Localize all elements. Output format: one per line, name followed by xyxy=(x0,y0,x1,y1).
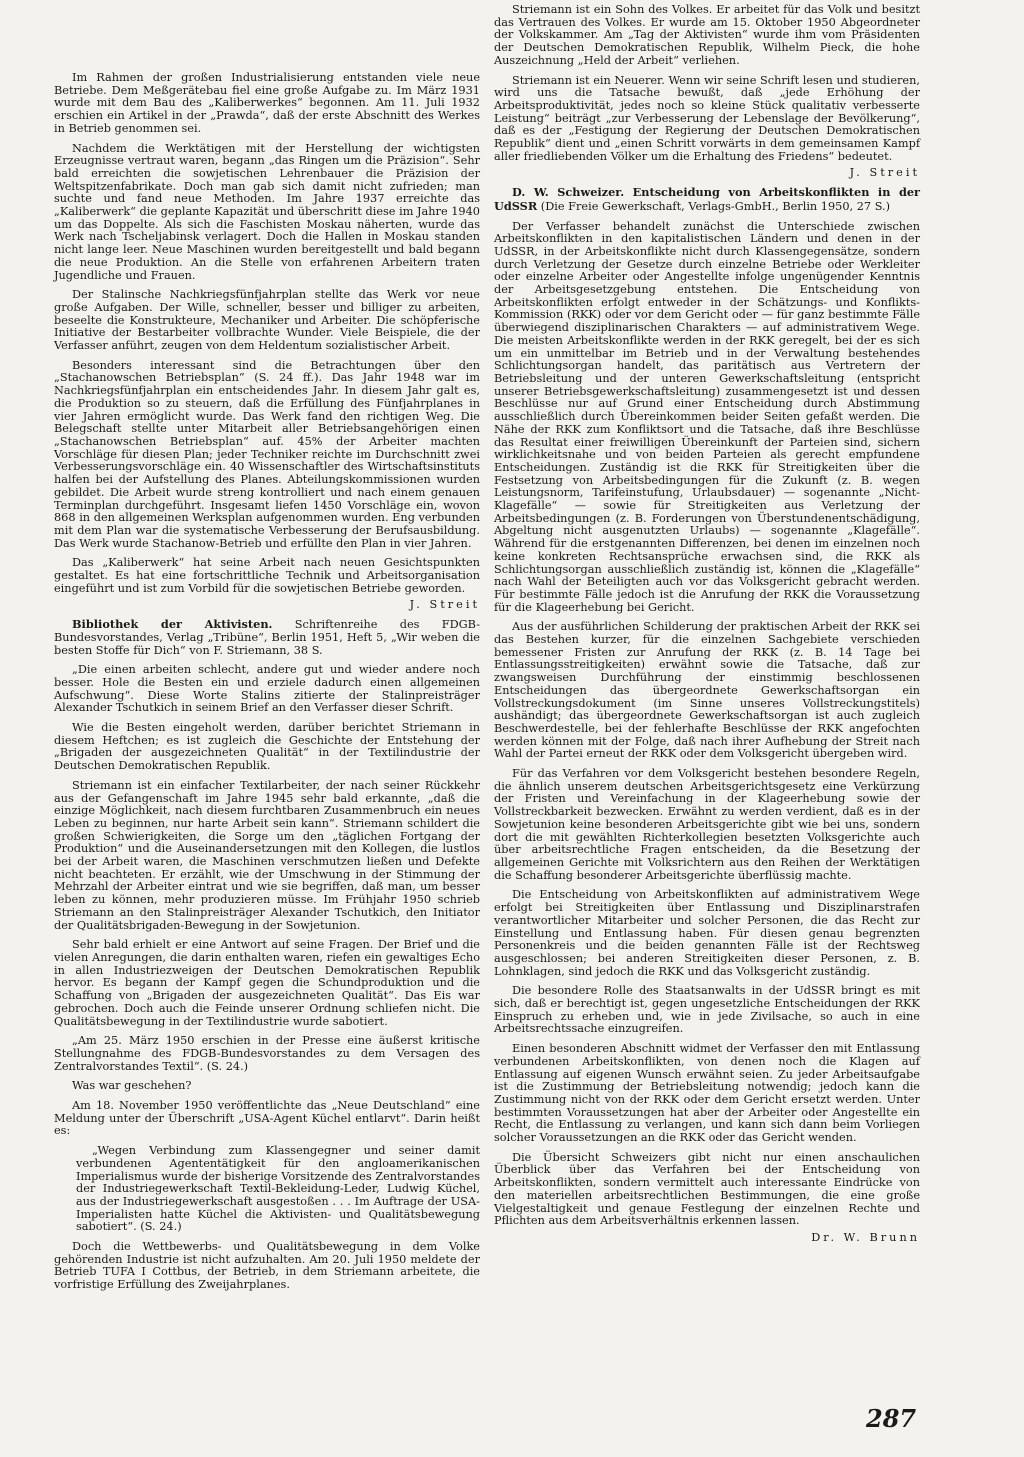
paragraph: Die Entscheidung von Arbeitskonflikten auf administrativem Wege erfolgt bei Streitigkeiten über Entlassung und Disziplinarstrafen verantwortlicher Mitarbeiter und solcher Personen, die das Recht zur Einstellung und Entlassung haben. Für diesen genau begrenzten Personenkreis und die beiden genannten Fälle ist der Rechtsweg ausgeschlossen; bei anderen Streitigkeiten dieser Personen, z. B. Lohnklagen, sind jedoch die RKK und das Volksgericht zuständig. xyxy=(494,888,920,978)
paragraph: Für das Verfahren vor dem Volksgericht bestehen besondere Regeln, die ähnlich unserem deutschen Arbeitsgerichtsgesetz eine Verkürzung der Fristen und Vereinfachung in der Klageerhebung sowie der Vollstreckbarkeit bezwecken. Erwähnt zu werden verdient, daß es in der Sowjetunion keine besonderen Arbeitsgerichte gibt wie bei uns, sondern dort die mit gewählten Richterkollegien besetzten Volksgerichte auch über arbeitsrechtliche Fragen entscheiden, da die Besetzung der allgemeinen Gerichte mit Volksrichtern aus den Reihen der Werktätigen die Schaffung besonderer Arbeitsgerichte überflüssig machte. xyxy=(494,767,920,882)
review-title: Bibliothek der Aktivisten. xyxy=(72,617,273,632)
paragraph: Die besondere Rolle des Staatsanwalts in der UdSSR bringt es mit sich, daß er berechtigt ist, gegen ungesetzliche Entscheidungen der RKK Einspruch zu erheben und, wie in jede Zivilsache, so auch in eine Arbeitsrechtssache einzugreifen. xyxy=(494,984,920,1036)
paragraph: Doch die Wettbewerbs- und Qualitätsbewegung in dem Volke gehörenden Industrie ist nicht aufzuhalten. Am 20. Juli 1950 meldete der Betrieb TUFA I Cottbus, der Betrieb, in dem Striemann arbeitete, die vorfristige Erfüllung des Zweijahrplanes. xyxy=(54,1240,480,1292)
paragraph: Striemann ist ein Sohn des Volkes. Er arbeitet für das Volk und besitzt das Vertrauen des Volkes. Er wurde am 15. Oktober 1950 Abgeordneter der Volkskammer. Am „Tag der Aktivisten“ wurde ihm vom Präsidenten der Deutschen Demokratischen Republik, Wilhelm Pieck, die hohe Auszeichnung „Held der Arbeit“ verliehen. xyxy=(494,3,920,67)
review-publication-info: (Die Freie Gewerkschaft, Verlags-GmbH., Berlin 1950, 27 S.) xyxy=(537,199,891,213)
right-column xyxy=(494,4,920,1251)
paragraph: Im Rahmen der großen Industrialisierung entstanden viele neue Betriebe. Dem Meßgerätebau fiel eine große Aufgabe zu. Im März 1931 wurde mit dem Bau des „Kaliberwerkes“ begonnen. Am 11. Juli 1932 erschien ein Artikel in der „Prawda“, daß der erste Abschnitt des Werkes in Betrieb genommen sei. xyxy=(54,71,480,135)
paragraph: Striemann ist ein Neuerer. Wenn wir seine Schrift lesen und studieren, wird uns die Tatsache bewußt, daß „jede Erhöhung der Arbeitsproduktivität, jedes noch so kleine Stück qualitativ verbesserte Leistung“ beiträgt „zur Verbesserung der Lebenslage der Bevölkerung“, daß es der „Festigung der Regierung der Deutschen Demokratischen Republik“ dient und „einen Schritt vorwärts in dem gemeinsamen Kampf aller friedliebenden Völker um die Erhaltung des Friedens“ bedeutet. xyxy=(494,73,920,163)
paragraph: Nachdem die Werktätigen mit der Herstellung der wichtigsten Erzeugnisse vertraut waren, begann „das Ringen um die Präzision“. Sehr bald erreichten die sowjetischen Lehrenbauer die Präzision der Weltspitzenfabrikate. Doch man gab sich damit nicht zufrieden; man suchte und fand neue Methoden. Im Jahre 1937 erreichte das „Kaliberwerk“ die geplante Kapazität und überschritt diese im Jahre 1940 um das Doppelte. Als sich die Faschisten Moskau näherten, wurde das Werk nach Tscheljabinsk verlagert. Doch die Hallen in Moskau standen nicht lange leer. Neue Maschinen wurden bereitgestellt und bald begann die neue Produktion. An die Stelle von erfahrenen Arbeitern traten Jugendliche und Frauen. xyxy=(54,141,480,282)
paragraph: Sehr bald erhielt er eine Antwort auf seine Fragen. Der Brief und die vielen Anregungen, die darin enthalten waren, riefen ein gewaltiges Echo in allen Industriezweigen der Deutschen Demokratischen Republik hervor. Es begann der Kampf gegen die Schundproduktion und die Schaffung von „Brigaden der ausgezeichneten Qualität“. Das Eis war gebrochen. Doch auch die Feinde unserer Ordnung schliefen nicht. Die Qualitätsbewegung in der Textilindustrie wurde sabotiert. xyxy=(54,938,480,1028)
paragraph: Die Übersicht Schweizers gibt nicht nur einen anschaulichen Überblick über das Verfahren bei der Entscheidung von Arbeitskonflikten, sondern vermittelt auch interessante Eindrücke von den materiellen arbeitsrechtlichen Bestimmungen, die eine große Vielgestaltigkeit und genaue Festlegung der einzelnen Rechte und Pflichten aus dem Arbeitsverhältnis erkennen lassen. xyxy=(494,1150,920,1228)
signature: Dr. W. Brunn xyxy=(811,1230,920,1244)
paragraph: Der Verfasser behandelt zunächst die Unterschiede zwischen Arbeitskonflikten in den kapitalistischen Ländern und denen in der UdSSR, in der Arbeitskonflikte nicht durch Klassengegensätze, sondern durch Verletzung der Gesetze durch einzelne Betriebe oder Werkleiter oder einzelne Arbeiter oder Angestellte infolge ungenügender Kenntnis der Arbeitsgesetzgebung entstehen. Die Entscheidung von Arbeitskonflikten erfolgt entweder in der Schätzungs- und Konflikts-Kommission (RKK) oder vor dem Gericht oder — für ganz bestimmte Fälle überwiegend disziplinarischen Charakters — auf administrativem Wege. Die meisten Arbeitskonflikte werden in der RKK geregelt, bei der es sich um ein unmittelbar im Betrieb und in der Verwaltung bestehendes Schlichtungsorgan handelt, das paritätisch aus Vertretern der Betriebsleitung und der unteren Gewerkschaftsleitung (entspricht unserer Betriebsgewerkschaftsleitung) zusammengesetzt ist und dessen Beschlüsse nur auf Grund einer Entscheidung durch Abstimmung ausschließlich durch Übereinkommen beider Seiten gefaßt werden. Die Nähe der RKK zum Konfliktsort und die Tatsache, daß ihre Beschlüsse das Resultat einer freiwilligen Übereinkunft der Parteien sind, sichern wirklichkeitsnahe und von beiden Parteien als gerecht empfundene Entscheidungen. Zuständig ist die RKK für Streitigkeiten über die Festsetzung von Arbeitsbedingungen für die Zukunft (z. B. wegen Leistungsnorm, Tarifeinstufung, Urlaubsdauer) — sogenannte „Nicht-Klagefälle“ — sowie für Streitigkeiten aus Verletzung der Arbeitsbedingungen (z. B. Forderungen von Überstundenentschädigung, Abgeltung nicht ausgenutzten Urlaubs) — sogenannte „Klagefälle“. Während für die erstgenannten Differenzen, bei denen im einzelnen noch keine konkreten Rechtsansprüche erwachsen sind, die RKK als Schlichtungsorgan ausschließlich zuständig ist, können die „Klagefälle“ nach Wahl der Beteiligten auch vor das Volksgericht gebracht werden. Für bestimmte Fälle jedoch ist die Anrufung der RKK die Voraussetzung für die Klageerhebung bei Gericht. xyxy=(494,219,920,614)
page-number: 287 xyxy=(866,1404,917,1433)
review-heading xyxy=(54,618,480,657)
paragraph: Striemann ist ein einfacher Textilarbeiter, der nach seiner Rückkehr aus der Gefangenschaft im Jahre 1945 sehr bald erkannte, „daß die einzige Möglichkeit, nach diesem furchtbaren Zusammenbruch ein neues Leben zu beginnen, nur harte Arbeit sein kann“. Striemann schildert die großen Schwierigkeiten, die Sorge um den „täglichen Fortgang der Produktion“ und die Auseinandersetzungen mit den Kollegen, die lustlos bei der Arbeit waren, die Maschinen verschmutzen ließen und Defekte nicht beachteten. Er erzählt, wie der Umschwung in der Stimmung der Mehrzahl der Arbeiter eintrat und wie sie begriffen, daß man, um besser leben zu können, mehr produzieren müsse. Im Frühjahr 1950 schrieb Striemann an den Stalinpreisträger Alexander Tschutkich, den Initiator der Qualitätsbrigaden-Bewegung in der Sowjetunion. xyxy=(54,778,480,932)
paragraph: Besonders interessant sind die Betrachtungen über den „Stachanowschen Betriebsplan“ (S. 24 ff.). Das Jahr 1948 war im Nachkriegsfünfjahrplan ein entscheidendes Jahr. In diesem Jahr galt es, die Produktion so zu steuern, daß die Erfüllung des Fünfjahrplanes in vier Jahren ermöglicht wurde. Das Werk fand den richtigen Weg. Die Belegschaft stellte unter Mitarbeit aller Betriebsangehörigen einen „Stachanowschen Betriebsplan“ auf. 45% der Arbeiter machten Vorschläge für diesen Plan; jeder Techniker reichte im Durchschnitt zwei Verbesserungsvorschläge ein. 40 Wissenschaftler des Wirtschaftsinstituts halfen bei der Aufstellung des Planes. Abteilungskommissionen wurden gebildet. Die Arbeit wurde streng kontrolliert und nach einem genauen Terminplan durchgeführt. Insgesamt liefen 1450 Vorschläge ein, wovon 868 in den allgemeinen Werksplan aufgenommen wurden. Eng verbunden mit dem Plan war die systematische Verbesserung der Berufsausbildung. Das Werk wurde Stachanow-Betrieb und erfüllte den Plan in vier Jahren. xyxy=(54,358,480,550)
review-heading xyxy=(494,186,920,213)
review-publication-info: Schriftenreihe des FDGB-Bundesvorstandes, Verlag „Tribüne“, Berlin 1951, Heft 5, „Wir weben die besten Stoffe für Dich“ von F. Striemann, 38 S. xyxy=(54,618,481,657)
block-quote: „Wegen Verbindung zum Klassengegner und seiner damit verbundenen Agententätigkeit für den angloamerikanischen Imperialismus wurde der bisherige Vorsitzende des Zentralvorstandes der Industriegewerkschaft Textil-Bekleidung-Leder, Ludwig Küchel, aus der Industriegewerkschaft ausgestoßen . . . Im Auftrage der USA-Imperialisten hatte Küchel die Aktivisten- und Qualitätsbewegung sabotiert“. (S. 24.) xyxy=(76,1144,480,1234)
signature: J. Streit xyxy=(849,166,920,180)
paragraph: Der Stalinsche Nachkriegsfünfjahrplan stellte das Werk vor neue große Aufgaben. Der Wille, schneller, besser und billiger zu arbeiten, beseelte die Konstrukteure, Mechaniker und Arbeiter. Die schöpferische Initiative der Bestarbeiter vollbrachte Wunder. Viele Beispiele, die der Verfasser anführt, zeugen von dem Heldentum sozialistischer Arbeit. xyxy=(54,288,480,353)
paragraph: Was war geschehen? xyxy=(72,1079,192,1093)
left-column xyxy=(54,72,480,1299)
review-title: D. W. Schweizer. Entscheidung von Arbeitskonflikten in der UdSSR xyxy=(494,185,920,213)
paragraph: Einen besonderen Abschnitt widmet der Verfasser den mit Entlassung verbundenen Arbeitskonflikten, von denen noch die Klagen auf Entlassung auf eigenen Wunsch erwähnt seien. Zu jeder Arbeitsaufgabe ist die Zustimmung der Betriebsleitung notwendig; jedoch kann die Zustimmung nicht von der RKK oder dem Gericht ersetzt werden. Unter bestimmten Voraussetzungen hat aber der Arbeiter oder Angestellte ein Recht, die Entlassung zu verlangen, und kann sich dann beim Vorliegen solcher Voraussetzungen an die RKK oder das Gericht wenden. xyxy=(494,1042,920,1145)
paragraph: Am 18. November 1950 veröffentlichte das „Neue Deutschland“ eine Meldung unter der Überschrift „USA-Agent Küchel entlarvt“. Darin heißt es: xyxy=(54,1099,480,1138)
paragraph: Wie die Besten eingeholt werden, darüber berichtet Striemann in diesem Heftchen; es ist zugleich die Geschichte der Entstehung der „Brigaden der ausgezeichneten Qualität“ in der Textilindustrie der Deutschen Demokratischen Republik. xyxy=(54,721,480,773)
paragraph: „Die einen arbeiten schlecht, andere gut und wieder andere noch besser. Hole die Besten ein und erziele dadurch einen allgemeinen Aufschwung“. Diese Worte Stalins zitierte der Stalinpreisträger Alexander Tschutkich in seinem Brief an den Verfasser dieser Schrift. xyxy=(54,663,480,715)
signature: J. Streit xyxy=(409,598,480,612)
paragraph: Aus der ausführlichen Schilderung der praktischen Arbeit der RKK sei das Bestehen kurzer, für die einzelnen Sachgebiete verschieden bemessener Fristen zur Anrufung der RKK (z. B. 14 Tage bei Entlassungsstreitigkeiten) erwähnt sowie die Tatsache, daß zur zwangsweisen Durchführung der einstimmig beschlossenen Entscheidungen das übergeordnete Gewerkschaftsorgan ein Vollstreckungsdokument (im Sinne unseres Vollstreckungstitels) aushändigt; das übergeordnete Gewerkschaftsorgan ist auch zugleich Beschwerdestelle, bei der fehlerhafte Beschlüsse der RKK angefochten werden können mit der Folge, daß nach ihrer Aufhebung der Streit nach Wahl der Partei erneut der RKK oder dem Volksgericht übergeben wird. xyxy=(494,620,920,761)
paragraph: „Am 25. März 1950 erschien in der Presse eine äußerst kritische Stellungnahme des FDGB-Bundesvorstandes zu dem Versagen des Zentralvorstandes Textil“. (S. 24.) xyxy=(54,1034,480,1073)
paragraph: Das „Kaliberwerk“ hat seine Arbeit nach neuen Gesichtspunkten gestaltet. Es hat eine fortschrittliche Technik und Arbeitsorganisation eingeführt und ist zum Vorbild für die sowjetischen Betriebe geworden. xyxy=(54,556,480,595)
